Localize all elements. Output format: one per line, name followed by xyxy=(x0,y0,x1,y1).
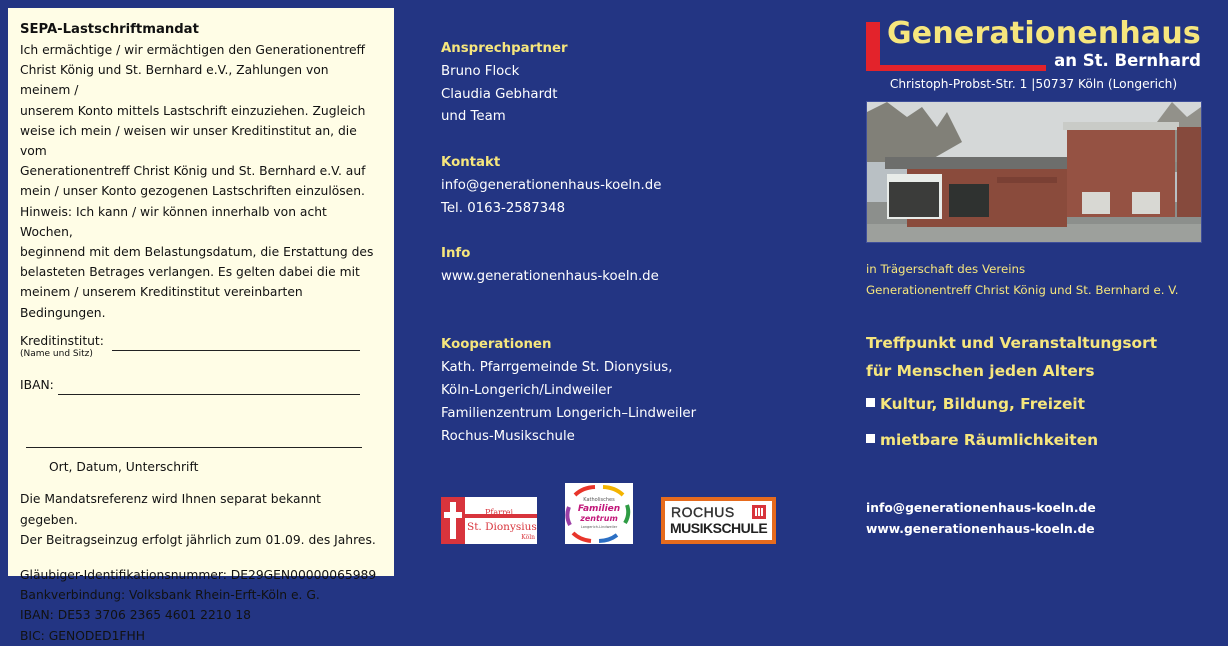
creditor-info xyxy=(20,565,382,646)
dionysius-line3: Köln xyxy=(521,534,535,541)
kontakt-phone[interactable]: Tel. 0163-2587348 xyxy=(441,200,566,216)
rochus-logo[interactable] xyxy=(661,497,776,544)
bullet-item xyxy=(866,395,1085,413)
rochus-line2: MUSIKSCHULE xyxy=(670,520,768,536)
familien-line1: Katholisches xyxy=(583,497,615,503)
sepa-body-line: belasteten Betrages verlangen. Es gelten dabei die mit xyxy=(20,265,360,280)
sepa-title: SEPA-Lastschriftmandat xyxy=(20,22,199,37)
familien-line2: Familien xyxy=(577,504,621,514)
kreditinstitut-field[interactable] xyxy=(20,331,382,351)
iban-line[interactable] xyxy=(58,380,360,395)
sepa-mandate-form xyxy=(8,8,394,643)
sepa-body-line: Generationentreff Christ König und St. Bernhard e.V. auf xyxy=(20,164,366,179)
rochus-emblem-icon xyxy=(752,505,766,519)
traeger-line: Generationentreff Christ König und St. Bernhard e. V. xyxy=(866,282,1179,297)
slogan-line: Treffpunkt und Veranstaltungsort xyxy=(866,334,1158,352)
sepa-body-line: weise ich mein / weisen wir unser Kreditinstitut an, die vom xyxy=(20,123,357,159)
traeger-info xyxy=(866,259,1179,300)
sepa-body-line: Christ König und St. Bernhard e.V., Zahlungen von meinem / xyxy=(20,63,329,98)
kontakt-heading: Kontakt xyxy=(441,154,501,170)
kooperation-line: Rochus-Musikschule xyxy=(441,428,575,444)
sepa-body-line: Ich ermächtige / wir ermächtigen den Generationentreff xyxy=(20,43,366,57)
bullet-text: mietbare Räumlichkeiten xyxy=(880,431,1099,449)
ansprechpartner-line: und Team xyxy=(441,109,506,125)
bullet-text: Kultur, Bildung, Freizeit xyxy=(880,395,1086,413)
rochus-line1: ROCHUS xyxy=(671,504,735,520)
sepa-body-line: mein / unser Konto gezogenen Lastschriften einzulösen. xyxy=(20,184,365,199)
building-image xyxy=(867,102,1201,242)
info-website-link[interactable]: www.generationenhaus-koeln.de xyxy=(441,268,659,284)
creditor-line: BIC: GENODED1FHH xyxy=(20,628,145,643)
kooperation-line: Familienzentrum Longerich–Lindweiler xyxy=(441,405,697,421)
sepa-body-line: Hinweis: Ich kann / wir können innerhalb von acht Wochen, xyxy=(20,204,327,239)
sepa-body-line: beginnend mit dem Belastungsdatum, die Erstattung des xyxy=(20,245,374,260)
dionysius-line2: St. Dionysius xyxy=(467,521,537,533)
square-bullet-icon xyxy=(866,398,875,407)
dionysius-line1: Pfarrei xyxy=(485,508,514,517)
ansprechpartner-heading: Ansprechpartner xyxy=(441,41,568,56)
kontakt-email-link[interactable]: info@generationenhaus-koeln.de xyxy=(441,177,662,193)
ansprechpartner-line: Bruno Flock xyxy=(441,63,520,79)
kooperationen-heading: Kooperationen xyxy=(441,337,552,353)
familien-line3: zentrum xyxy=(580,514,618,523)
traeger-line: in Trägerschaft des Vereins xyxy=(866,262,1026,276)
sepa-body-line: meinem / unserem Kreditinstitut vereinbarten Bedingungen. xyxy=(20,285,303,320)
kreditinstitut-line[interactable] xyxy=(112,336,360,351)
slogan-line: für Menschen jeden Alters xyxy=(866,362,1095,380)
info-heading: Info xyxy=(441,246,471,262)
creditor-line: Gläubiger-Identifikationsnummer: DE29GEN00000065989 xyxy=(20,568,377,583)
creditor-line: Bankverbindung: Volksbank Rhein-Erft-Köln e. G. xyxy=(20,588,320,603)
iban-label: IBAN: xyxy=(20,378,54,393)
bullet-item xyxy=(866,431,1098,449)
iban-field[interactable] xyxy=(20,375,382,395)
dionysius-logo[interactable] xyxy=(441,497,537,544)
square-bullet-icon xyxy=(866,434,875,443)
contact-column xyxy=(441,38,821,448)
familien-line4: Longerich-Lindweiler xyxy=(580,525,618,529)
kooperation-line: Kath. Pfarrgemeinde St. Dionysius, xyxy=(441,360,673,376)
mandat-info xyxy=(20,489,382,550)
brand-logo xyxy=(866,16,1201,72)
kreditinstitut-note: (Name und Sitz) xyxy=(20,349,93,360)
slogan xyxy=(866,329,1157,385)
kreditinstitut-label: Kreditinstitut: xyxy=(20,333,104,348)
familienzentrum-logo[interactable] xyxy=(565,483,633,544)
kooperation-line: Köln-Longerich/Lindweiler xyxy=(441,382,612,398)
signature-label: Ort, Datum, Unterschrift xyxy=(49,460,199,475)
email-link[interactable]: info@generationenhaus-koeln.de xyxy=(866,501,1096,515)
brand-title: Generationenhaus xyxy=(886,16,1201,51)
brand-address: Christoph-Probst-Str. 1 |50737 Köln (Longerich) xyxy=(889,77,1178,91)
sepa-body-line: unserem Konto mittels Lastschrift einzuziehen. Zugleich xyxy=(20,103,366,118)
ansprechpartner-line: Claudia Gebhardt xyxy=(441,86,558,102)
building-photo xyxy=(866,101,1202,243)
footer-links xyxy=(866,498,1096,540)
website-link[interactable]: www.generationenhaus-koeln.de xyxy=(866,522,1095,536)
mandat-line: Der Beitragseinzug erfolgt jährlich zum 01.09. des Jahres. xyxy=(20,532,376,547)
brand-subtitle: an St. Bernhard xyxy=(1054,51,1201,70)
signature-line[interactable] xyxy=(26,446,362,448)
creditor-line: IBAN: DE53 3706 2365 4601 2210 18 xyxy=(20,608,251,623)
mandat-line: Die Mandatsreferenz wird Ihnen separat bekannt gegeben. xyxy=(20,492,321,527)
